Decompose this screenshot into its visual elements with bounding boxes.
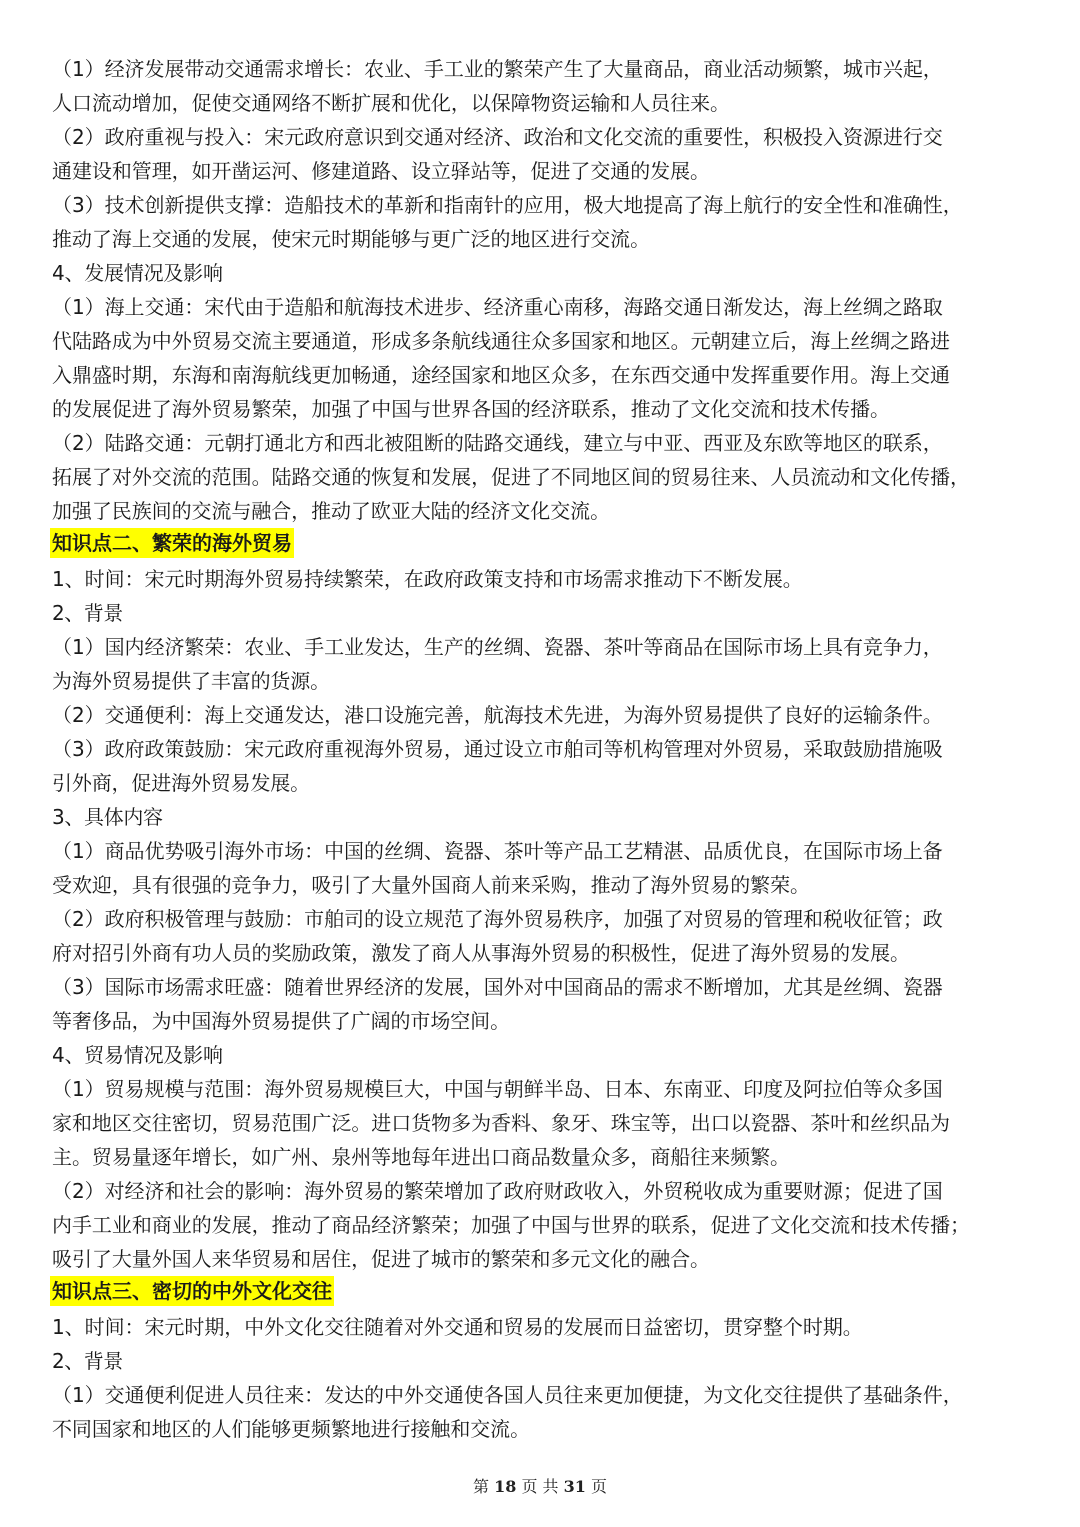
text-line: 1、时间：宋元时期海外贸易持续繁荣，在政府政策支持和市场需求推动下不断发展。 — [52, 567, 803, 591]
text-line: 等奢侈品，为中国海外贸易提供了广阔的市场空间。 — [52, 1009, 510, 1033]
text-line: 入鼎盛时期，东海和南海航线更加畅通，途经国家和地区众多，在东西交通中发挥重要作用。海上交通 — [52, 363, 950, 387]
text-line: 为海外贸易提供了丰富的货源。 — [52, 669, 330, 693]
text-line: 人口流动增加，促使交通网络不断扩展和优化，以保障物资运输和人员往来。 — [52, 91, 730, 115]
page-footer — [0, 1474, 1080, 1497]
text-line: （2）对经济和社会的影响：海外贸易的繁荣增加了政府财政收入，外贸税收成为重要财源；促进了国 — [52, 1179, 943, 1203]
text-line: 推动了海上交通的发展，使宋元时期能够与更广泛的地区进行交流。 — [52, 227, 650, 251]
section-heading: 知识点二、繁荣的海外贸易 — [50, 528, 294, 558]
text-line: 2、背景 — [52, 1349, 123, 1373]
text-line: （2）陆路交通：元朝打通北方和西北被阻断的陆路交通线，建立与中亚、西亚及东欧等地区的联系， — [52, 431, 943, 455]
text-line: （1）交通便利促进人员往来：发达的中外交通使各国人员往来更加便捷，为文化交往提供了基础条件， — [52, 1383, 963, 1407]
text-line: （1）商品优势吸引海外市场：中国的丝绸、瓷器、茶叶等产品工艺精湛、品质优良，在国际市场上备 — [52, 839, 943, 863]
footer-suffix: 页 — [591, 1477, 608, 1496]
text-line: 引外商，促进海外贸易发展。 — [52, 771, 310, 795]
text-line: 府对招引外商有功人员的奖励政策，激发了商人从事海外贸易的积极性，促进了海外贸易的发展。 — [52, 941, 910, 965]
text-line: 4、贸易情况及影响 — [52, 1043, 223, 1067]
text-line: 2、背景 — [52, 601, 123, 625]
text-line: （2）政府积极管理与鼓励：市舶司的设立规范了海外贸易秩序，加强了对贸易的管理和税收征管；政 — [52, 907, 943, 931]
text-line: （3）政府政策鼓励：宋元政府重视海外贸易，通过设立市舶司等机构管理对外贸易，采取鼓励措施吸 — [52, 737, 943, 761]
text-line: （3）国际市场需求旺盛：随着世界经济的发展，国外对中国商品的需求不断增加，尤其是丝绸、瓷器 — [52, 975, 943, 999]
text-line: 内手工业和商业的发展，推动了商品经济繁荣；加强了中国与世界的联系，促进了文化交流和技术传播； — [52, 1213, 970, 1237]
footer-total-pages: 31 — [563, 1477, 586, 1496]
text-line: （1）国内经济繁荣：农业、手工业发达，生产的丝绸、瓷器、茶叶等商品在国际市场上具有竞争力， — [52, 635, 943, 659]
text-line: 吸引了大量外国人来华贸易和居住，促进了城市的繁荣和多元文化的融合。 — [52, 1247, 710, 1271]
section-heading: 知识点三、密切的中外文化交往 — [50, 1276, 334, 1306]
text-line: 加强了民族间的交流与融合，推动了欧亚大陆的经济文化交流。 — [52, 499, 610, 523]
text-line: （1）经济发展带动交通需求增长：农业、手工业的繁荣产生了大量商品，商业活动频繁，城市兴起， — [52, 57, 943, 81]
text-line: （2）交通便利：海上交通发达，港口设施完善，航海技术先进，为海外贸易提供了良好的运输条件。 — [52, 703, 943, 727]
text-line: 受欢迎，具有很强的竞争力，吸引了大量外国商人前来采购，推动了海外贸易的繁荣。 — [52, 873, 810, 897]
text-line: 4、发展情况及影响 — [52, 261, 223, 285]
text-line: （2）政府重视与投入：宋元政府意识到交通对经济、政治和文化交流的重要性，积极投入资源进行交 — [52, 125, 943, 149]
text-line: 的发展促进了海外贸易繁荣，加强了中国与世界各国的经济联系，推动了文化交流和技术传播。 — [52, 397, 890, 421]
text-line: 不同国家和地区的人们能够更频繁地进行接触和交流。 — [52, 1417, 530, 1441]
section-heading-row — [52, 1276, 1032, 1310]
text-line: （1）海上交通：宋代由于造船和航海技术进步、经济重心南移，海路交通日渐发达，海上丝绸之路取 — [52, 295, 943, 319]
text-line: 主。贸易量逐年增长，如广州、泉州等地每年进出口商品数量众多，商船往来频繁。 — [52, 1145, 790, 1169]
text-line: 通建设和管理，如开凿运河、修建道路、设立驿站等，促进了交通的发展。 — [52, 159, 710, 183]
text-line: （1）贸易规模与范围：海外贸易规模巨大，中国与朝鲜半岛、日本、东南亚、印度及阿拉伯等众多国 — [52, 1077, 943, 1101]
text-line: 1、时间：宋元时期，中外文化交往随着对外交通和贸易的发展而日益密切，贯穿整个时期。 — [52, 1315, 863, 1339]
footer-prefix: 第 — [472, 1477, 489, 1496]
footer-page-number: 18 — [494, 1477, 517, 1496]
text-line: 代陆路成为中外贸易交流主要通道，形成多条航线通往众多国家和地区。元朝建立后，海上丝绸之路进 — [52, 329, 950, 353]
text-line: 家和地区交往密切，贸易范围广泛。进口货物多为香料、象牙、珠宝等，出口以瓷器、茶叶和丝织品为 — [52, 1111, 950, 1135]
text-line: 3、具体内容 — [52, 805, 163, 829]
footer-middle: 页 共 — [521, 1477, 559, 1496]
text-line: （3）技术创新提供支撑：造船技术的革新和指南针的应用，极大地提高了海上航行的安全性和准确性， — [52, 193, 963, 217]
text-line: 拓展了对外交流的范围。陆路交通的恢复和发展，促进了不同地区间的贸易往来、人员流动和文化传播， — [52, 465, 970, 489]
section-heading-row — [52, 528, 1032, 562]
document-body — [52, 52, 1032, 1446]
